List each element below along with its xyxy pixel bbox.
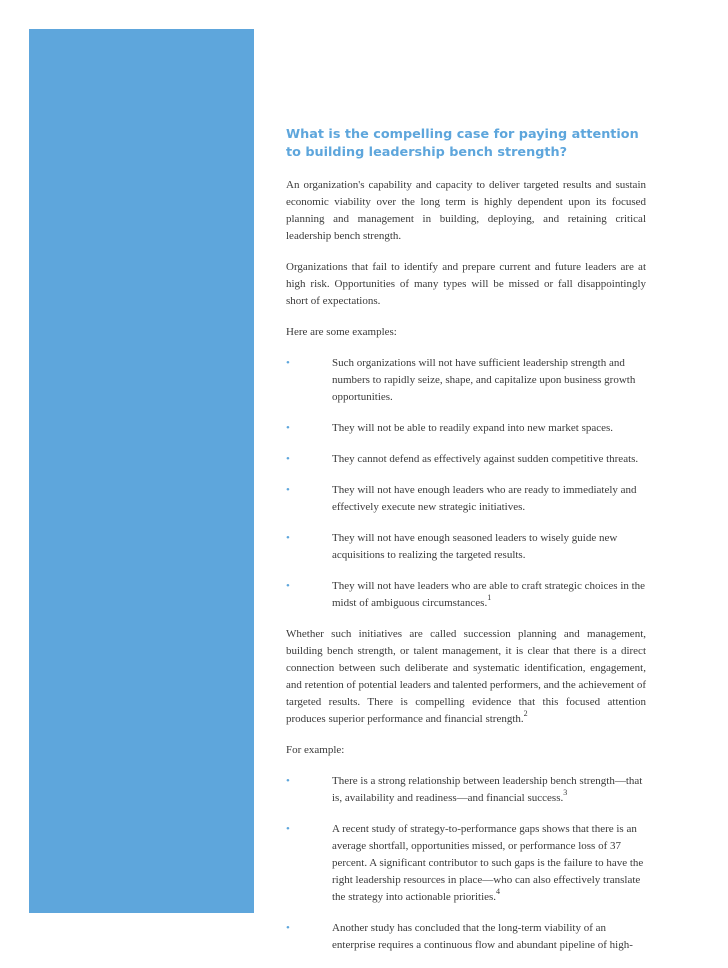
examples-list	[286, 355, 646, 612]
paragraph-succession-text: Whether such initiatives are called succession planning and management, building bench strength, or talent management, it is clear that there is a direct connection between such deliberate and systematic identification, engagement, and retention of potential leaders and talented performers, and the achievement of targeted results. There is compelling evidence that this focused attention produces superior performance and financial strength.	[286, 628, 646, 725]
list-item-text: They will not have enough seasoned leaders to wisely guide new acquisitions to realizing the targeted results.	[332, 532, 618, 561]
bullet-icon: •	[286, 422, 290, 434]
bullet-icon: •	[286, 823, 290, 835]
footnote-ref: 1	[487, 593, 492, 603]
bullet-icon: •	[286, 775, 290, 787]
article-content	[286, 126, 646, 968]
bullet-icon: •	[286, 922, 290, 934]
list-item-text: Another study has concluded that the long-term viability of an enterprise requires a continuous flow and abundant pipeline of high-	[332, 922, 633, 951]
list-item	[286, 420, 646, 437]
list-item-text: A recent study of strategy-to-performance gaps shows that there is an average shortfall, opportunities missed, or performance loss of 37 percent. A significant contributor to such gaps is the failure to have the right leadership resources in place—who can also effectively translate the strategy into actionable priorities.	[332, 823, 644, 903]
list-item-text: They will not be able to readily expand into new market spaces.	[332, 422, 614, 434]
section-heading: What is the compelling case for paying attention to building leadership bench strength?	[286, 127, 639, 160]
footnote-ref: 3	[563, 788, 568, 798]
list-item-text: Such organizations will not have sufficient leadership strength and numbers to rapidly seize, shape, and capitalize upon business growth opportunities.	[332, 357, 636, 403]
list-item	[286, 355, 646, 406]
paragraph-risk: Organizations that fail to identify and prepare current and future leaders are at high risk. Opportunities of many types will be missed or fall disappointingly short of expectations.	[286, 261, 646, 307]
list-item-text: There is a strong relationship between leadership bench strength—that is, availability and readiness—and financial success.	[332, 775, 643, 804]
paragraph-examples-intro: Here are some examples:	[286, 326, 397, 338]
list-item	[286, 920, 646, 954]
bullet-icon: •	[286, 532, 290, 544]
paragraph-for-example: For example:	[286, 744, 345, 756]
list-item	[286, 821, 646, 906]
bullet-icon: •	[286, 484, 290, 496]
footnote-ref: 2	[523, 709, 528, 719]
sidebar-panel	[29, 29, 254, 913]
list-item-text: They cannot defend as effectively against sudden competitive threats.	[332, 453, 639, 465]
bullet-icon: •	[286, 357, 290, 369]
paragraph-capability: An organization's capability and capacity to deliver targeted results and sustain economic viability over the long term is highly dependent upon its focused planning and management in building, deploying, and retaining critical leadership bench strength.	[286, 179, 646, 242]
list-item-text: They will not have leaders who are able to craft strategic choices in the midst of ambiguous circumstances.	[332, 580, 646, 609]
list-item	[286, 482, 646, 516]
list-item	[286, 530, 646, 564]
list-item	[286, 451, 646, 468]
evidence-list	[286, 773, 646, 954]
list-item	[286, 773, 646, 807]
list-item-text: They will not have enough leaders who are ready to immediately and effectively execute new strategic initiatives.	[332, 484, 637, 513]
bullet-icon: •	[286, 453, 290, 465]
paragraph-succession	[286, 626, 646, 728]
list-item	[286, 578, 646, 612]
bullet-icon: •	[286, 580, 290, 592]
footnote-ref: 4	[496, 887, 501, 897]
